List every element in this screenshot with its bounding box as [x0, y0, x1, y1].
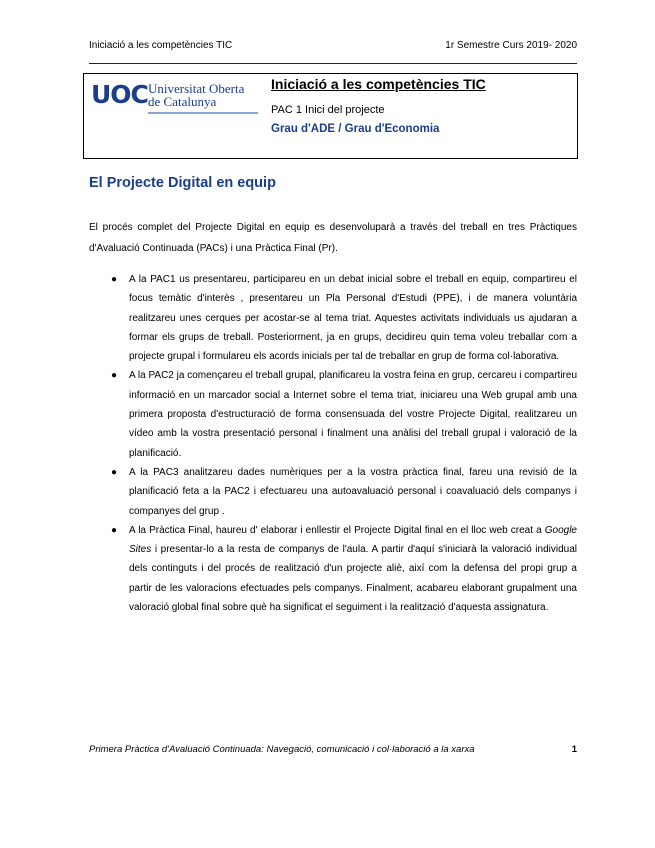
- section-title: El Projecte Digital en equip: [89, 175, 276, 191]
- bullet-icon: ●: [111, 370, 118, 382]
- page-header: [89, 40, 577, 51]
- header-semester: 1r Semestre Curs 2019- 2020: [445, 40, 577, 51]
- list-item-text: A la PAC2 ja començareu el treball grupal, planificareu la vostra feina en grup, cercareu i compartireu informació en un marcador social a Internet sobre el tema triat, iniciareu una Web grupal amb una primera proposta d'estructuració de forma consensuada del vostre Projecte Digital, realitzareu un vídeo amb la vostra presentació personal i finalment una anàlisi del treball grupal i valoració de la planificació.: [129, 370, 577, 459]
- intro-paragraph: El procés complet del Projecte Digital en equip es desenvoluparà a través del treball en tres Pràctiques d'Avaluació Continuada (PACs) i una Pràctica Final (Pr).: [89, 222, 577, 254]
- list-item: [89, 463, 577, 521]
- list-item-text: A la PAC1 us presentareu, participareu en un debat inicial sobre el treball en equip, compartireu el focus temàtic d'interès , presentareu un Pla Personal d'Estudi (PPE), i de manera voluntària realitzareu unes cerques per acostar-se al tema triat. Aquestes activitats individuals us ajudaran a formar els grups de treball. Posteriorment, ja en grups, decidireu quin tema voleu treballar com a projecte grupal i formulareu els acords inicials per tal de treballar en grup de forma col·laborativa.: [129, 274, 577, 363]
- footer-text: Primera Pràctica d'Avaluació Continuada: Navegació, comunicació i col·laboració a la xarxa: [89, 744, 475, 755]
- uoc-logo-text: [148, 82, 244, 108]
- uoc-logo-mark: UOC: [91, 80, 148, 109]
- list-item-text-before: A la Pràctica Final, haureu d' elaborar i enllestir el Projecte Digital final en el lloc web creat a: [129, 524, 545, 536]
- list-item-text: A la PAC3 analitzareu dades numèriques per a la vostra pràctica final, fareu una revisió de la planificació feta a la PAC2 i efectuareu una autoavaluació personal i coavaluació dels companys i companyes del grup .: [129, 466, 577, 517]
- bullet-list: [89, 270, 577, 617]
- bullet-icon: ●: [111, 466, 118, 478]
- degree-title: Grau d'ADE / Grau d'Economia: [271, 123, 440, 135]
- course-title: Iniciació a les competències TIC: [271, 76, 486, 92]
- page-number: 1: [571, 744, 577, 755]
- page-footer: [89, 744, 577, 755]
- uoc-logo: [91, 80, 259, 116]
- header-rule: [89, 63, 577, 64]
- list-item: [89, 270, 577, 366]
- google-sites-emphasis: Google Sites: [129, 524, 577, 556]
- pac-title: PAC 1 Inici del projecte: [271, 104, 385, 116]
- header-course: Iniciació a les competències TIC: [89, 40, 233, 51]
- list-item: [89, 521, 577, 617]
- list-item: [89, 366, 577, 462]
- title-box: [83, 73, 578, 159]
- uoc-logo-line1: Universitat Oberta: [148, 81, 245, 96]
- list-item-text-after: i presentar-lo a la resta de companys de l'aula. A partir d'aquí s'iniciarà la valoració individual dels continguts i del procés de realització d'un projecte aliè, així com la defensa del propi grup a partir de les valoracions efectuades pels companys. Finalment, acabareu elaborant grupalment una valoració global final sobre què ha significat el seguiment i la realització d'aquesta assignatura.: [129, 544, 577, 614]
- bullet-icon: ●: [111, 274, 118, 285]
- uoc-logo-rule: [148, 112, 258, 114]
- bullet-icon: ●: [111, 524, 118, 536]
- uoc-logo-line2: de Catalunya: [148, 94, 217, 109]
